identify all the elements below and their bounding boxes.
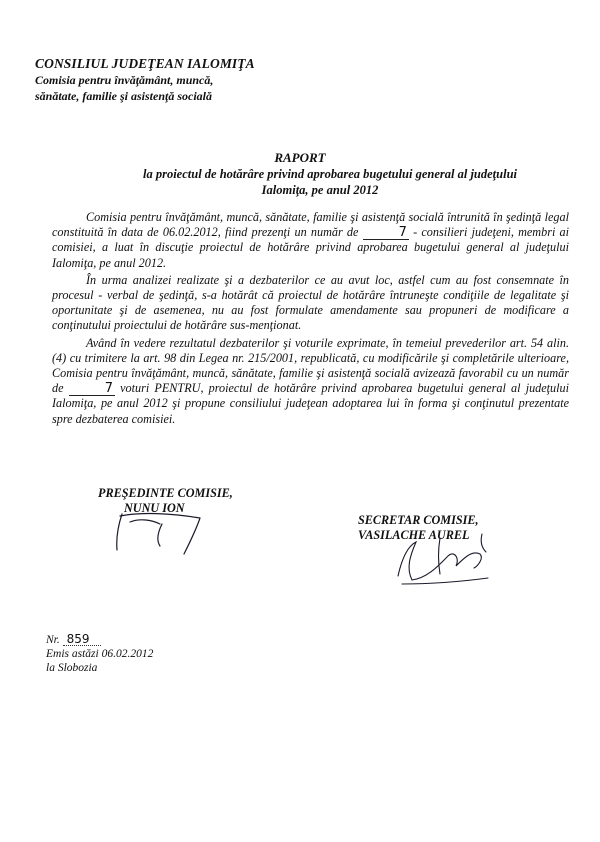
document-title: [0, 150, 600, 198]
paragraph-1-text-b: - consilieri judeţeni, membri ai comisiei, a luat în discuţie proiectul de hotărâre privind aprobarea bugetului general al judeţului Ialomiţa, pe anul 2012.: [52, 225, 569, 270]
paragraph-1: [52, 210, 569, 271]
commission-name-line2: sănătate, familie şi asistenţă socială: [35, 89, 213, 103]
paragraph-1-text-a: Comisia pentru învăţământ, muncă, sănătate, familie şi asistenţă socială întrunită în şedinţă legal constituită în data de 06.02.2012, fiind prezenţi un număr de: [52, 210, 569, 240]
commission-name-line1: Comisia pentru învăţământ, muncă,: [35, 73, 214, 87]
paragraph-3: [52, 336, 569, 427]
handwritten-votes-count: 7: [69, 383, 115, 396]
registration-number-line: [46, 633, 153, 647]
registration-footer: [46, 633, 153, 675]
handwritten-members-count: 7: [363, 227, 409, 240]
president-title: PREŞEDINTE COMISIE,: [98, 486, 233, 500]
paragraph-2: În urma analizei realizate şi a dezbaterilor ce au avut loc, astfel cum au fost consemnate în procesul - verbal de şedinţă, s-a hotărât că proiectul de hotărâre întruneşte condiţiile de legalitate şi oportunitate şi de asemenea, nu au fost formulate amendamente sau propuneri de modificare a conţinutului proiectului de hotărâre sus-menţionat.: [52, 272, 569, 333]
title-subject-line2: Ialomiţa, pe anul 2012: [261, 183, 379, 197]
secretary-signature: [388, 528, 498, 588]
title-heading: RAPORT: [274, 150, 326, 165]
organization-name: CONSILIUL JUDEŢEAN IALOMIŢA: [35, 56, 255, 71]
issue-place: la Slobozia: [46, 662, 98, 674]
secretary-name: VASILACHE AUREL: [358, 528, 470, 542]
secretary-title: SECRETAR COMISIE,: [358, 513, 479, 527]
issue-date: Emis astăzi 06.02.2012: [46, 648, 154, 660]
president-name: NUNU ION: [124, 501, 185, 515]
paragraph-3-text-a: Având în vedere rezultatul dezbaterilor şi voturile exprimate, în temeiul prevederilor art. 54 alin. (4) cu trimitere la art. 98 din Legea nr. 215/2001, republicată, cu modificările şi completările ulterioare, Comisia pentru învăţământ, muncă, sănătate, familie şi asistenţă socială avizează favorabil cu un număr de: [52, 335, 569, 396]
title-subject-line1: la proiectul de hotărâre privind aprobarea bugetului general al judeţului: [143, 167, 517, 181]
document-header: [35, 56, 255, 104]
document-body: [52, 210, 569, 429]
registration-number-label: Nr.: [46, 634, 60, 646]
registration-number-value: 859: [63, 633, 101, 646]
president-signature: [100, 510, 220, 560]
paragraph-3-text-b: voturi PENTRU, proiectul de hotărâre privind aprobarea bugetului general al judeţului Ialomiţa, pe anul 2012 şi propune consiliului judeţean adoptarea lui în forma şi conţinutul prezentate spre dezbaterea comisiei.: [52, 381, 570, 426]
